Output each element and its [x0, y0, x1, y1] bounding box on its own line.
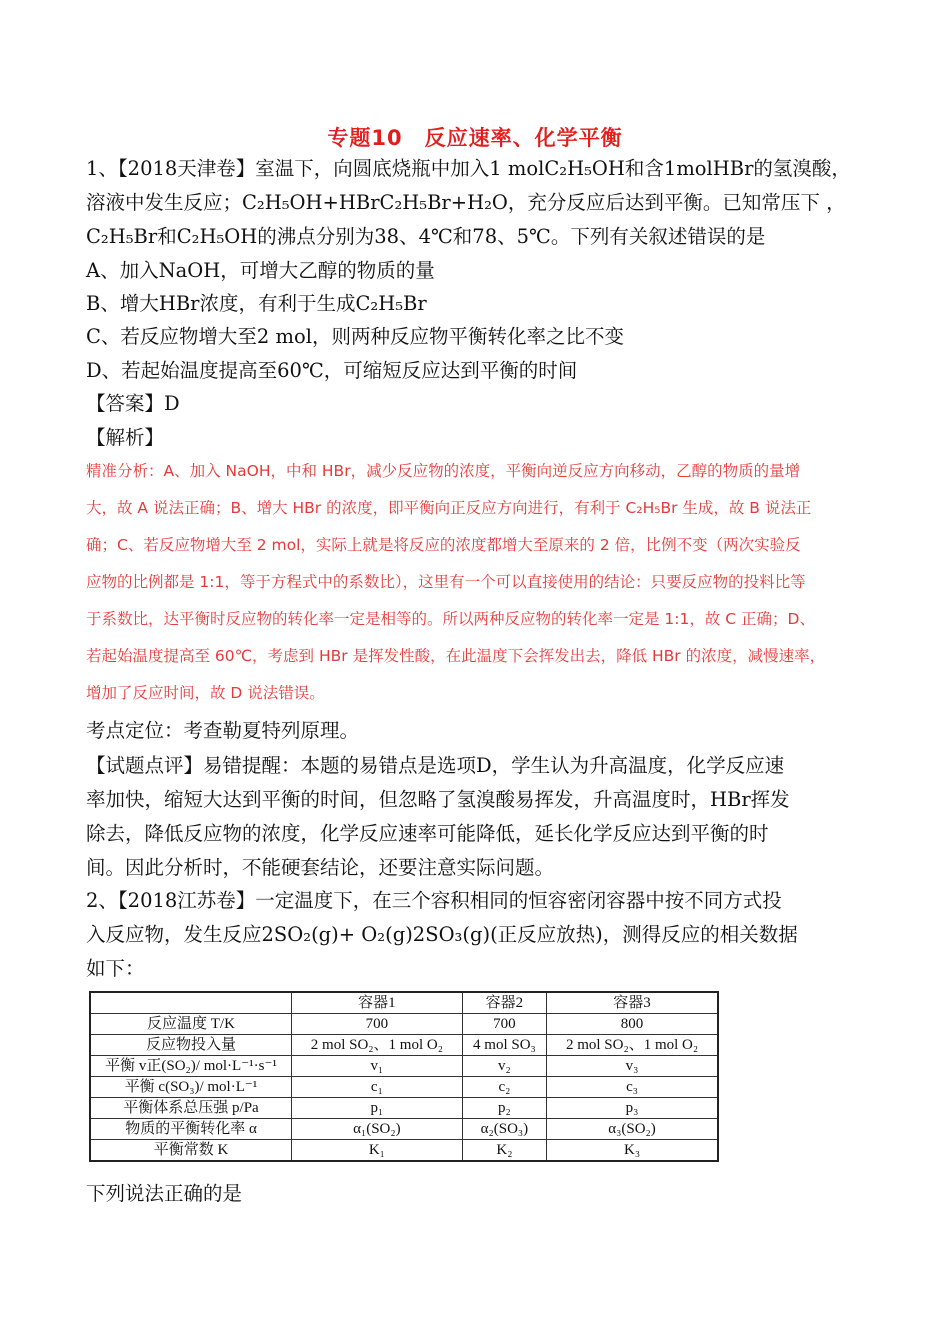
table-cell: K₁ [292, 1140, 463, 1162]
q1-option-b: B、增大HBr浓度，有利于生成C₂H₅Br [86, 292, 427, 315]
table-cell: 700 [462, 1014, 546, 1035]
table-cell: 800 [547, 1014, 718, 1035]
table-cell: v₁ [292, 1056, 463, 1077]
q1-comment-line: 间。因此分析时，不能硬套结论，还要注意实际问题。 [86, 856, 555, 879]
page-title: 专题10 反应速率、化学平衡 [327, 126, 623, 150]
q1-option-a: A、加入NaOH，可增大乙醇的物质的量 [86, 259, 435, 282]
table-cell: 反应温度 T/K [90, 1014, 292, 1035]
q1-analysis-line: 增加了反应时间，故 D 说法错误。 [86, 684, 325, 702]
table-cell: α₃(SO₂) [547, 1119, 718, 1140]
q1-stem-line: C₂H₅Br和C₂H₅OH的沸点分别为38、4℃和78、5℃。下列有关叙述错误的是 [86, 225, 766, 248]
table-cell: 平衡 v正(SO₂)/ mol·L⁻¹·s⁻¹ [90, 1056, 292, 1077]
table-row [90, 1014, 718, 1035]
table-row [90, 1056, 718, 1077]
q1-kaodian: 考点定位：考查勒夏特列原理。 [86, 719, 360, 742]
table-cell: 700 [292, 1014, 463, 1035]
table-cell: 平衡常数 K [90, 1140, 292, 1162]
table-cell: p₁ [292, 1098, 463, 1119]
q1-answer: 【答案】D [86, 392, 180, 415]
table-cell: c₃ [547, 1077, 718, 1098]
q1-option-d: D、若起始温度提高至60℃，可缩短反应达到平衡的时间 [86, 359, 578, 382]
table-cell: c₂ [462, 1077, 546, 1098]
table-cell: p₃ [547, 1098, 718, 1119]
table-row [90, 1077, 718, 1098]
q1-comment-line: 率加快，缩短大达到平衡的时间，但忽略了氢溴酸易挥发，升高温度时，HBr挥发 [86, 788, 790, 811]
table-header-row [90, 992, 718, 1014]
reaction-data-table [89, 991, 719, 1162]
q1-stem-line: 1、【2018天津卷】室温下，向圆底烧瓶中加入1 molC₂H₅OH和含1molHBr的氢溴酸， [86, 157, 851, 180]
q2-after-table: 下列说法正确的是 [86, 1182, 243, 1205]
q1-stem-line: 溶液中发生反应；C₂H₅OH+HBrC₂H₅Br+H₂O，充分反应后达到平衡。已知常压下 ， [86, 191, 846, 214]
table-cell: p₂ [462, 1098, 546, 1119]
table-cell: 平衡 c(SO₃)/ mol·L⁻¹ [90, 1077, 292, 1098]
q1-option-c: C、若反应物增大至2 mol，则两种反应物平衡转化率之比不变 [86, 325, 624, 348]
table-cell: v₂ [462, 1056, 546, 1077]
table-header-cell [90, 992, 292, 1014]
table-cell: α₁(SO₂) [292, 1119, 463, 1140]
table-cell: 4 mol SO₃ [462, 1035, 546, 1056]
table-header-cell: 容器2 [462, 992, 546, 1014]
table-cell: c₁ [292, 1077, 463, 1098]
table-cell: 2 mol SO₂、1 mol O₂ [547, 1035, 718, 1056]
q1-comment-line: 【试题点评】易错提醒：本题的易错点是选项D，学生认为升高温度，化学反应速 [86, 754, 785, 777]
table-row [90, 1098, 718, 1119]
table-cell: K₃ [547, 1140, 718, 1162]
table-header-cell: 容器3 [547, 992, 718, 1014]
table-cell: 平衡体系总压强 p/Pa [90, 1098, 292, 1119]
table-cell: 物质的平衡转化率 α [90, 1119, 292, 1140]
table-cell: 反应物投入量 [90, 1035, 292, 1056]
table-cell: α₂(SO₃) [462, 1119, 546, 1140]
table-cell: 2 mol SO₂、1 mol O₂ [292, 1035, 463, 1056]
table-row [90, 1140, 718, 1162]
q1-analysis-line: 确；C、若反应物增大至 2 mol，实际上就是将反应的浓度都增大至原来的 2 倍，比例不变（两次实验反 [86, 536, 801, 554]
table-row [90, 1035, 718, 1056]
table-header-cell: 容器1 [292, 992, 463, 1014]
q1-analysis-line: 于系数比，达平衡时反应物的转化率一定是相等的。所以两种反应物的转化率一定是 1:1，故 C 正确；D、 [86, 610, 815, 628]
q2-stem-line: 入反应物，发生反应2SO₂(g)+ O₂(g)2SO₃(g)(正反应放热)，测得反应的相关数据 [86, 923, 798, 946]
q1-analysis-line: 应物的比例都是 1:1，等于方程式中的系数比），这里有一个可以直接使用的结论：只要反应物的投料比等 [86, 573, 806, 591]
q1-analysis-line: 精准分析：A、加入 NaOH，中和 HBr，减少反应物的浓度，平衡向逆反应方向移动，乙醇的物质的量增 [86, 462, 801, 480]
q1-analysis-line: 若起始温度提高至 60℃，考虑到 HBr 是挥发性酸，在此温度下会挥发出去，降低 HBr 的浓度，减慢速率， [86, 647, 826, 665]
q2-stem-line: 2、【2018江苏卷】一定温度下，在三个容积相同的恒容密闭容器中按不同方式投 [86, 889, 782, 912]
q1-analysis-heading: 【解析】 [86, 426, 165, 449]
q1-analysis-line: 大，故 A 说法正确；B、增大 HBr 的浓度，即平衡向正反应方向进行，有利于 C₂H₅Br 生成，故 B 说法正 [86, 499, 812, 517]
q2-stem-line: 如下： [86, 957, 145, 980]
q1-comment-line: 除去，降低反应物的浓度，化学反应速率可能降低，延长化学反应达到平衡的时 [86, 822, 769, 845]
table-cell: v₃ [547, 1056, 718, 1077]
table-cell: K₂ [462, 1140, 546, 1162]
table-row [90, 1119, 718, 1140]
